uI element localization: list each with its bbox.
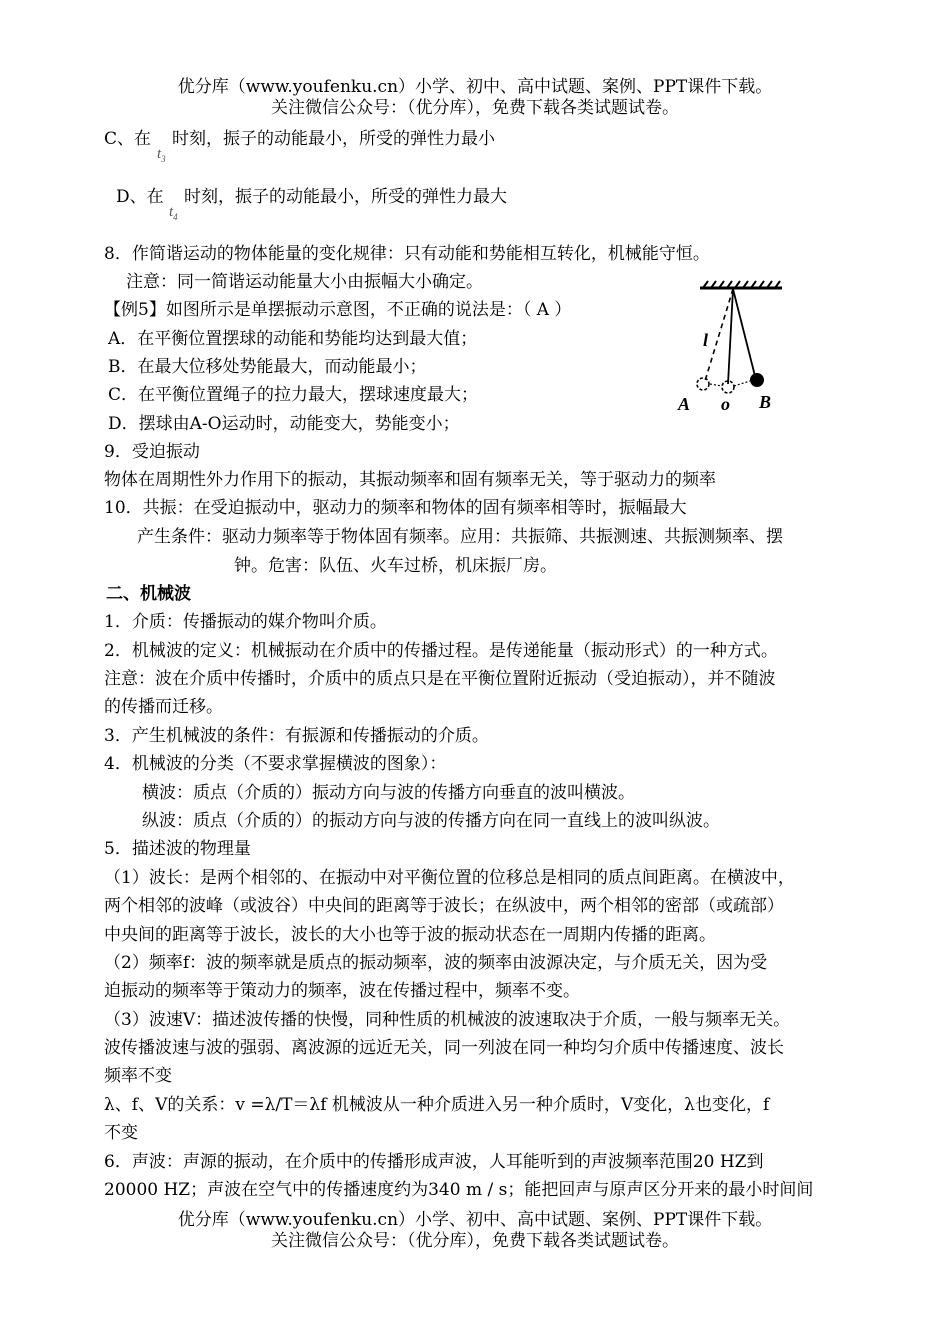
ball-position-b <box>750 373 764 387</box>
label-b: B <box>759 392 772 412</box>
frequency-line-1: （2）频率f：波的频率就是质点的振动频率，波的频率由波源决定，与介质无关，因为受 <box>104 953 768 973</box>
point-8-note: 注意：同一简谐运动能量大小由振幅大小确定。 <box>126 272 483 292</box>
option-d-text: 时刻，振子的动能最小，所受的弹性力最大 <box>184 187 507 207</box>
arc-segment-right <box>734 381 750 386</box>
sound-wave-line-1: 6．声波：声源的振动，在介质中的传播形成声波，人耳能听到的声波频率范围20 HZ到 <box>104 1152 764 1172</box>
option-d-prefix: D、在 <box>116 187 164 207</box>
point-9: 9．受迫振动 <box>104 442 200 462</box>
example-5-option-b: B．在最大位移处势能最大，而动能最小； <box>108 357 427 377</box>
wave-point-2-note-2: 的传播而迁移。 <box>104 697 223 717</box>
wave-speed-line-2: 波传播波速与波的强弱、离波源的远近无关，同一列波在同一种均匀介质中传播速度、波长 <box>104 1038 784 1058</box>
wave-point-2: 2．机械波的定义：机械振动在介质中的传播过程。是传递能量（振动形式）的一种方式。 <box>104 641 778 661</box>
point-10: 10．共振：在受迫振动中，驱动力的频率和物体的固有频率相等时，振幅最大 <box>104 498 687 518</box>
point-9-text: 物体在周期性外力作用下的振动，其振动频率和固有频率无关，等于驱动力的频率 <box>104 470 716 490</box>
string-right <box>733 289 756 380</box>
header-line-2: 关注微信公众号：（优分库），免费下载各类试题试卷。 <box>271 98 679 118</box>
header-line-1: 优分库（www.youfenku.cn）小学、初中、高中试题、案例、PPT课件下载。 <box>177 77 773 97</box>
point-10-conditions-1: 产生条件：驱动力频率等于物体固有频率。应用：共振筛、共振测速、共振测频率、摆 <box>137 527 783 547</box>
arc-segment-left <box>710 384 722 386</box>
footer-line-2: 关注微信公众号：（优分库），免费下载各类试题试卷。 <box>271 1231 679 1251</box>
footer-line-1: 优分库（www.youfenku.cn）小学、初中、高中试题、案例、PPT课件下载。 <box>177 1210 773 1230</box>
section-2-heading: 二、机械波 <box>106 584 191 604</box>
label-a: A <box>678 394 691 414</box>
wavelength-line-2: 两个相邻的波峰（或波谷）中央间的距离等于波长；在纵波中，两个相邻的密部（或疏部） <box>104 896 784 916</box>
example-5-option-a: A．在平衡位置摆球的动能和势能均达到最大值； <box>108 329 478 349</box>
option-c-prefix: C、在 <box>104 129 152 149</box>
point-8: 8．作简谐运动的物体能量的变化规律：只有动能和势能相互转化，机械能守恒。 <box>104 244 710 264</box>
ball-position-a <box>697 378 709 390</box>
pendulum-figure <box>670 276 790 416</box>
example-5-option-d: D．摆球由A-O运动时，动能变大，势能变小； <box>108 414 460 434</box>
wave-speed-line-1: （3）波速V：描述波传播的快慢，同种性质的机械波的波速取决于介质，一般与频率无关。 <box>104 1010 791 1030</box>
point-10-conditions-2: 钟。危害：队伍、火车过桥，机床振厂房。 <box>234 556 557 576</box>
label-o: o <box>721 394 730 414</box>
symbol-t3: $t_3$ <box>157 146 166 164</box>
wave-speed-line-3: 频率不变 <box>104 1066 172 1086</box>
string-center <box>728 289 733 384</box>
option-c-text: 时刻，振子的动能最小，所受的弹性力最小 <box>172 129 495 149</box>
wavelength-line-1: （1）波长：是两个相邻的、在振动中对平衡位置的位移总是相同的质点间距离。在横波中， <box>104 868 795 888</box>
wave-point-1: 1．介质：传播振动的媒介物叫介质。 <box>104 612 387 632</box>
wave-point-4: 4．机械波的分类（不要求掌握横波的图象）： <box>104 754 447 774</box>
example-5-title: 【例5】如图所示是单摆振动示意图，不正确的说法是：（ A ） <box>104 300 572 320</box>
relation-line-2: 不变 <box>104 1123 138 1143</box>
example-5-option-c: C．在平衡位置绳子的拉力最大，摆球速度最大； <box>108 385 479 405</box>
relation-line-1: λ、f、V的关系：v =λ/T＝λf 机械波从一种介质进入另一种介质时，V变化，λ也变化，f <box>104 1095 770 1115</box>
frequency-line-2: 迫振动的频率等于策动力的频率，波在传播过程中，频率不变。 <box>104 981 580 1001</box>
wave-point-3: 3．产生机械波的条件：有振源和传播振动的介质。 <box>104 726 489 746</box>
transverse-wave: 横波：质点（介质的）振动方向与波的传播方向垂直的波叫横波。 <box>142 783 635 803</box>
wave-point-5: 5．描述波的物理量 <box>104 839 251 859</box>
wave-point-2-note-1: 注意：波在介质中传播时，介质中的质点只是在平衡位置附近振动（受迫振动），并不随波 <box>104 669 776 689</box>
longitudinal-wave: 纵波：质点（介质的）的振动方向与波的传播方向在同一直线上的波叫纵波。 <box>142 811 720 831</box>
sound-wave-line-2: 20000 HZ；声波在空气中的传播速度约为340 m / s；能把回声与原声区分开来的最小时间间 <box>104 1180 814 1200</box>
label-l: l <box>703 330 709 350</box>
wavelength-line-3: 中央间的距离等于波长，波长的大小也等于波的振动状态在一周期内传播的距离。 <box>104 925 716 945</box>
symbol-t4: $t_4$ <box>169 204 178 222</box>
